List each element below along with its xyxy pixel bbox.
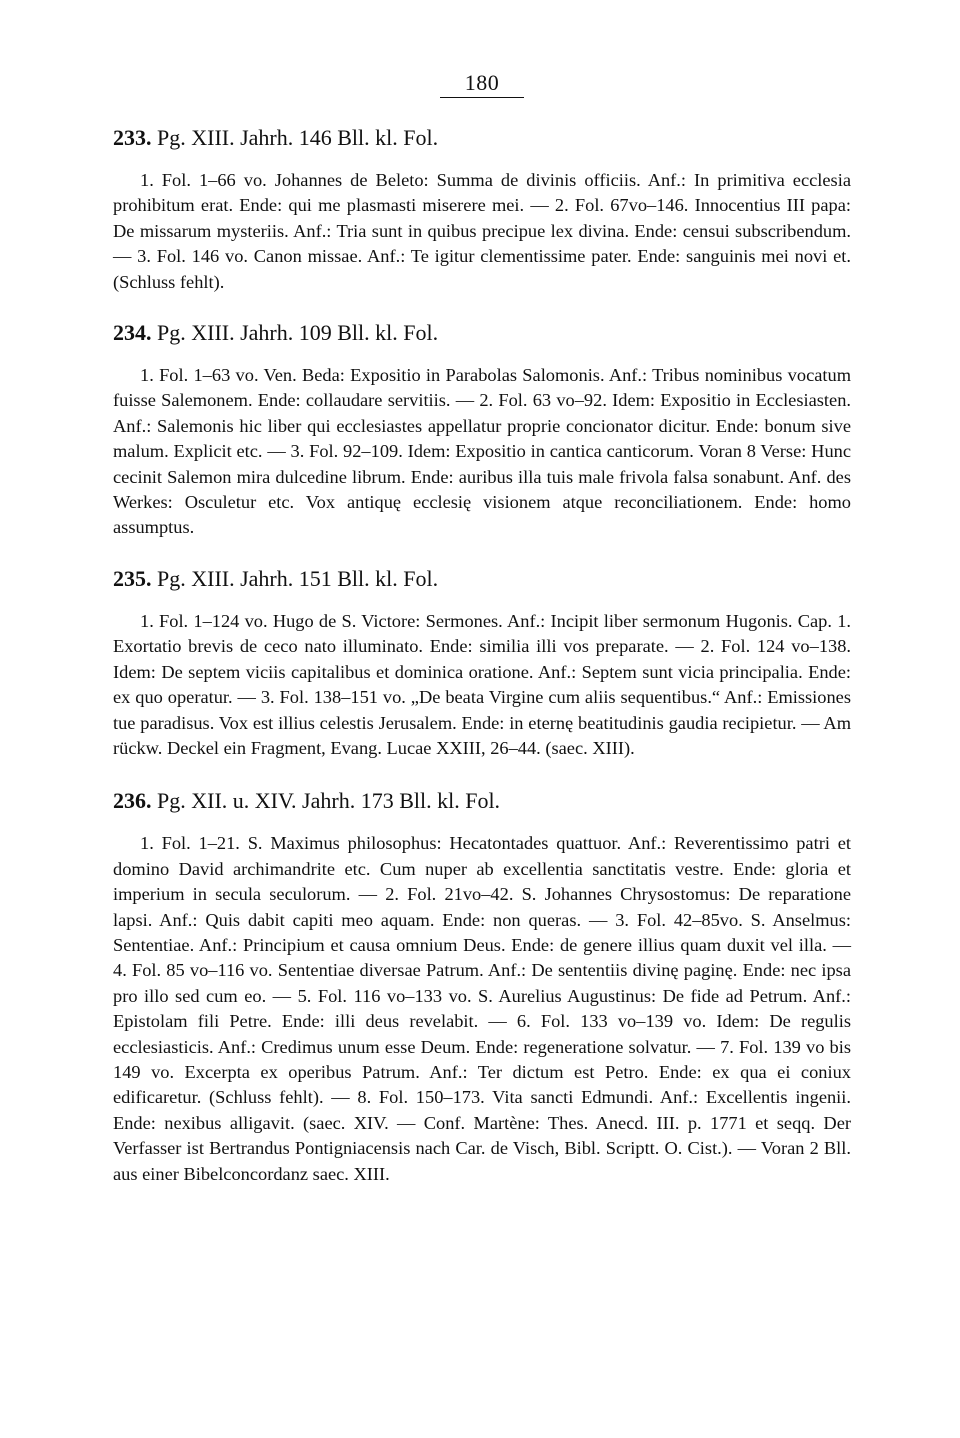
entry-body [113, 831, 851, 1187]
entry-description: Pg. XIII. Jahrh. 146 Bll. kl. Fol. [157, 125, 439, 150]
entry-description: Pg. XII. u. XIV. Jahrh. 173 Bll. kl. Fol. [157, 788, 501, 814]
entry-number: 235. [113, 565, 152, 591]
page-number: 180 [464, 70, 500, 95]
entry-number: 236. [113, 788, 152, 814]
entry-heading [113, 785, 851, 817]
entry-heading [113, 122, 851, 154]
entry-number: 234. [113, 320, 152, 346]
catalogue-entry [113, 122, 851, 295]
entry-body-text: 1. Fol. 1–63 vo. Ven. Beda: Expositio in Parabolas Salomonis. Anf.: Tribus nominibus vocatum fuisse Salemonem. Ende: collaudare servitiis. — 2. Fol. 63 vo–92. Idem: Expositio in Ecclesiasten. Anf.: Salemonis hic liber qui ecclesiastes appellatur proprie concionator dicitur. Ende: bonum sive malum. Explicit etc. — 3. Fol. 92–109. Idem: Expositio in cantica canticorum. Voran 8 Verse: Hunc cecinit Salemon mira dulcedine librum. Ende: auribus illa tuis male frivola falsa sonabunt. Anf. des Werkes: Osculetur etc. Vox antiquę ecclesię visionem atque reconciliationem. Ende: homo assumptus. [113, 365, 851, 538]
catalogue-content [113, 122, 851, 1187]
catalogue-entry [113, 317, 851, 541]
entry-heading [113, 317, 851, 349]
entry-number: 233. [113, 125, 152, 150]
catalogue-entry [113, 785, 851, 1187]
page-number-rule [440, 97, 524, 98]
entry-body [113, 609, 851, 761]
entry-body-text: 1. Fol. 1–21. S. Maximus philosophus: Hecatontades quattuor. Anf.: Reverentissimo patri et domino David archimandrite etc. Cum nuper ab excellentia sanctitatis vestre. Ende: gloria et imperium in secula seculorum. — 2. Fol. 21vo–42. S. Johannes Chrysostomus: De reparatione lapsi. Anf.: Quis dabit capiti meo aquam. Ende: non queras. — 3. Fol. 42–85vo. S. Anselmus: Sententiae. Anf.: Principium et causa omnium Deus. Ende: de genere illius quam duxit vel illa. — 4. Fol. 85 vo–116 vo. Sententiae diversae Patrum. Anf.: De sententiis divinę paginę. Ende: nec ipsa pro illo sed cum eo. — 5. Fol. 116 vo–133 vo. S. Aurelius Augustinus: De fide ad Petrum. Anf.: Epistolam fili Petre. Ende: illi deus revelabit. — 6. Fol. 133 vo–139 vo. Idem: De regulis ecclesiasticis. Anf.: Credimus unum esse Deum. Ende: regeneratione solvatur. — 7. Fol. 139 vo bis 149 vo. Excerpta ex operibus Patrum. Anf.: Ter dictum est Petro. Ende: ex qua ei coniux edificaretur. (Schluss fehlt). — 8. Fol. 150–173. Vita sancti Edmundi. Anf.: Excellentis ingenii. Ende: nexibus alligavit. (saec. XIV. — Conf. Martène: Thes. Anecd. III. p. 1771 et seqq. Der Verfasser ist Bertrandus Pontigniacensis nach Car. de Visch, Bibl. Scriptt. O. Cist.). — Voran 2 Bll. aus einer Bibelconcordanz saec. XIII. [113, 833, 851, 1184]
entry-body [113, 363, 851, 541]
entry-heading [113, 563, 851, 595]
entry-body-text: 1. Fol. 1–124 vo. Hugo de S. Victore: Sermones. Anf.: Incipit liber sermonum Hugonis. Cap. 1. Exortatio brevis de ceco nato illuminato. Ende: similia illi vos preparate. — 2. Fol. 124 vo–138. Idem: De septem viciis capitalibus et dominica oratione. Anf.: Septem sunt vicia principalia. Ende: ex quo operatur. — 3. Fol. 138–151 vo. „De beata Virgine cum aliis sequentibus.“ Anf.: Emissiones tue paradisus. Vox est illius celestis Jerusalem. Ende: in eternę beatitudinis gaudia recipietur. — Am rückw. Deckel ein Fragment, Evang. Lucae XXIII, 26–44. (saec. XIII). [113, 610, 851, 758]
entry-body-text: 1. Fol. 1–66 vo. Johannes de Beleto: Summa de divinis officiis. Anf.: In primitiva ecclesia prohibitum erat. Ende: qui me plasmasti miserere mei. — 2. Fol. 67vo–146. Innocentius III papa: De missarum mysteriis. Anf.: Tria sunt in quibus precipue lex divina. Ende: censui subscribendum. — 3. Fol. 146 vo. Canon missae. Anf.: Te igitur clementissime pater. Ende: sanguinis mei novi et. (Schluss fehlt). [113, 170, 851, 292]
catalogue-entry [113, 563, 851, 761]
entry-description: Pg. XIII. Jahrh. 151 Bll. kl. Fol. [157, 565, 439, 591]
entry-body [113, 168, 851, 295]
entry-description: Pg. XIII. Jahrh. 109 Bll. kl. Fol. [157, 320, 439, 346]
